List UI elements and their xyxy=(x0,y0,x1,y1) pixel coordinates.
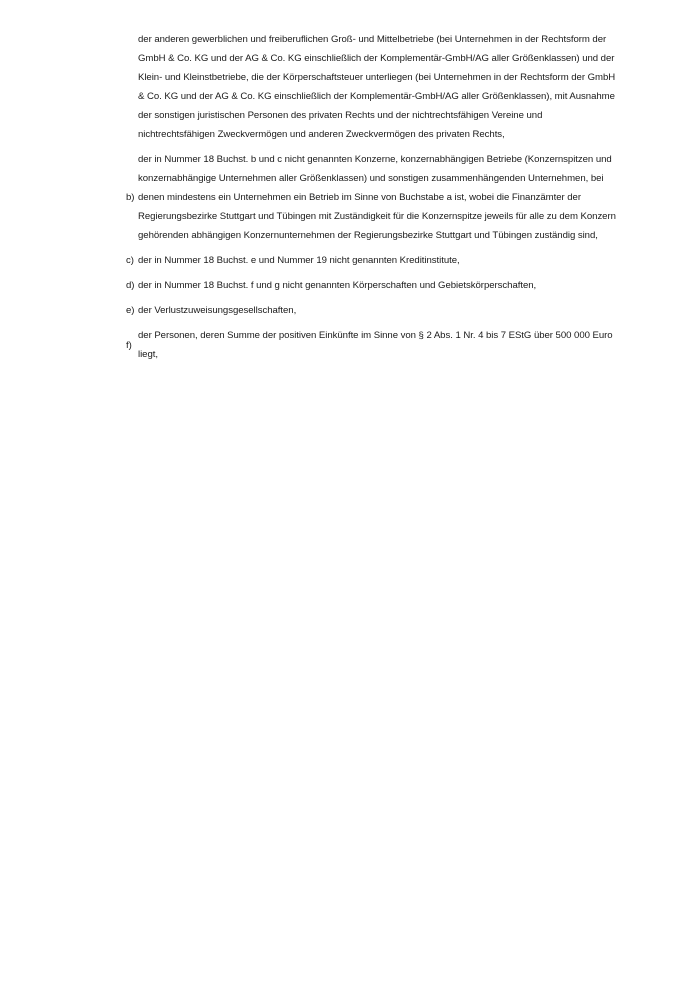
list-item-text: der anderen gewerblichen und freiberuflichen Groß- und Mittelbetriebe (bei Unternehmen in der Rechtsform der GmbH & Co. KG und der AG & Co. KG einschließlich der Komplementär-GmbH/AG aller Größenklassen) und der Klein- und Kleinstbetriebe, die der Körperschaftsteuer unterliegen (bei Unternehmen in der Rechtsform der GmbH & Co. KG und der AG & Co. KG einschließlich der Komplementär-GmbH/AG aller Größenklassen), mit Ausnahme der sonstigen juristischen Personen des privaten Rechts und der nichtrechtsfähigen Vereine und nichtrechtsfähigen Zweckvermögen und anderen Zweckvermögen des privaten Rechts, xyxy=(138,34,616,140)
list-item-d xyxy=(126,276,620,295)
list-item-e xyxy=(126,301,620,320)
list-marker: c) xyxy=(126,255,134,266)
list-item-a-continuation xyxy=(126,30,620,144)
list-item-text: der in Nummer 18 Buchst. b und c nicht genannten Konzerne, konzernabhängigen Betriebe (Konzernspitzen und konzernabhängige Unternehmen aller Größenklassen) und sonstigen zusammenhängenden Unternehmen, bei denen mindestens ein Unternehmen ein Betrieb im Sinne von Buchstabe a ist, wobei die Finanzämter der Regierungsbezirke Stuttgart und Tübingen mit Zuständigkeit für die Konzernspitze jeweils für alle zu dem Konzern gehörenden abhängigen Konzernunternehmen der Regierungsbezirke Stuttgart und Tübingen zuständig sind, xyxy=(138,154,616,241)
list-item-b xyxy=(126,150,620,245)
list-item-text: der in Nummer 18 Buchst. f und g nicht genannten Körperschaften und Gebietskörperschaften, xyxy=(138,280,537,291)
list-item-text: der Verlustzuweisungsgesellschaften, xyxy=(138,305,297,316)
list-marker: b) xyxy=(126,192,135,203)
list-item-c xyxy=(126,251,620,270)
list-item-text: der Personen, deren Summe der positiven Einkünfte im Sinne von § 2 Abs. 1 Nr. 4 bis 7 EStG über 500 000 Euro liegt, xyxy=(138,330,613,360)
list-marker: d) xyxy=(126,280,135,291)
document-body xyxy=(126,30,620,370)
list-marker: f) xyxy=(126,339,132,351)
list-item-f xyxy=(126,326,620,364)
list-marker: e) xyxy=(126,305,135,316)
list-item-text: der in Nummer 18 Buchst. e und Nummer 19 nicht genannten Kreditinstitute, xyxy=(138,255,460,266)
